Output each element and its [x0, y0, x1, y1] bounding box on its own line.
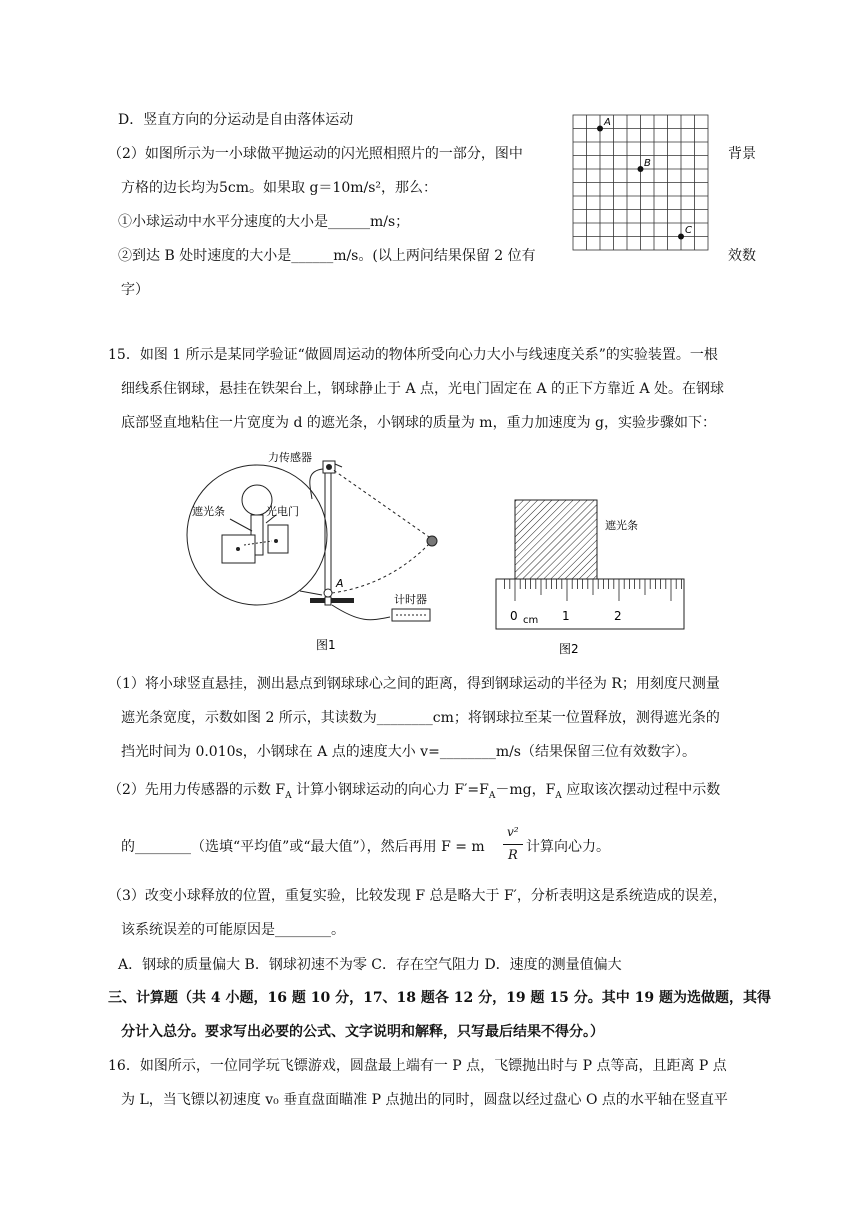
q14-part2-line3: ①小球运动中水平分速度的大小是______m/s；	[118, 214, 410, 230]
q14-part2-right2: 效数	[728, 248, 756, 264]
fig1-point-a-label: A	[336, 577, 344, 590]
fig1-caption: 图1	[316, 638, 336, 652]
q15-step2-line2b: 计算向心力。	[526, 839, 610, 855]
q15-step1-line1: （1）将小球竖直悬挂，测出悬点到钢球球心之间的距离，得到钢球运动的半径为 R；用刻度尺测量	[108, 676, 720, 692]
figure-2-ruler	[493, 495, 688, 660]
fraction-bar	[503, 844, 523, 845]
q14-option-d: D．竖直方向的分运动是自由落体运动	[118, 112, 354, 128]
q15-step2-line2a: 的________（选填“平均值”或“最大值”），然后再用 F = m	[121, 839, 485, 855]
q16-line2: 为 L，当飞镖以初速度 v₀ 垂直盘面瞄准 P 点抛出的同时，圆盘以经过盘心 O 点的水平轴在竖直平	[121, 1092, 728, 1108]
q15-fraction-numerator: v²	[507, 825, 519, 839]
fig2-tick-0: 0	[510, 609, 518, 623]
q14-part2-line4: ②到达 B 处时速度的大小是______m/s。(以上两问结果保留 2 位有	[118, 248, 536, 264]
fig2-tick-1: 1	[562, 609, 570, 623]
figure-1-apparatus	[180, 445, 470, 660]
q15-line3: 底部竖直地粘住一片宽度为 d 的遮光条，小钢球的质量为 m，重力加速度为 g，实验步骤如下：	[121, 415, 716, 431]
section-3-heading-line2: 分计入总分。要求写出必要的公式、文字说明和解释，只写最后结果不得分。）	[121, 1024, 604, 1040]
q15-fraction-denominator: R	[508, 848, 518, 863]
section-3-heading-line1: 三、计算题（共 4 小题，16 题 10 分，17、18 题各 12 分，19 题 15 分。其中 19 题为选做题，其得	[108, 990, 771, 1006]
q15-line2: 细线系住钢球，悬挂在铁架台上，钢球静止于 A 点，光电门固定在 A 的正下方靠近 A 处。在钢球	[121, 381, 725, 397]
q14-part2-line2: 方格的边长均为5cm。如果取 g＝10m/s²，那么：	[121, 180, 438, 196]
fig2-caption: 图2	[559, 642, 579, 656]
q15-step1-line3: 挡光时间为 0.010s，小钢球在 A 点的速度大小 v=________m/s（结果保留三位有效数字）。	[121, 744, 696, 760]
q14-part2-line5: 字）	[121, 282, 149, 298]
q15-step3-line2: 该系统误差的可能原因是________。	[121, 922, 345, 938]
fig1-sensor-label: 力传感器	[268, 451, 312, 464]
point-c-label: C	[685, 225, 692, 236]
point-b-label: B	[644, 158, 651, 169]
point-a-label: A	[604, 117, 611, 128]
fig1-gate-label: 光电门	[266, 505, 299, 518]
point-a-dot	[597, 126, 603, 132]
fig2-unit-label: cm	[523, 615, 539, 626]
flash-photo-grid	[572, 114, 714, 256]
fig1-strip-label: 遮光条	[192, 505, 225, 518]
q15-step2-line1: （2）先用力传感器的示数 $F_A$ 计算小钢球运动的向心力 $F'=F_A-mg$，$F_A$ 应取该次摆动过程中示数	[108, 782, 721, 801]
fig1-timer-label: 计时器	[394, 593, 427, 606]
q15-options: A．钢球的质量偏大 B．钢球初速不为零 C．存在空气阻力 D．速度的测量值偏大	[118, 957, 622, 973]
q15-line1: 15．如图 1 所示是某同学验证“做圆周运动的物体所受向心力大小与线速度关系”的实验装置。一根	[108, 347, 718, 363]
fig2-tick-2: 2	[614, 609, 622, 623]
q16-line1: 16．如图所示，一位同学玩飞镖游戏，圆盘最上端有一 P 点，飞镖抛出时与 P 点等高，且距离 P 点	[108, 1058, 727, 1074]
fig2-strip-label: 遮光条	[605, 519, 638, 532]
q15-step3-line1: （3）改变小球释放的位置，重复实验，比较发现 F 总是略大于 F′，分析表明这是系统造成的误差，	[108, 888, 727, 904]
point-b-dot	[638, 166, 644, 172]
point-c-dot	[678, 234, 684, 240]
q15-step1-line2: 遮光条宽度，示数如图 2 所示，其读数为________cm；将钢球拉至某一位置释放，测得遮光条的	[121, 710, 720, 726]
q14-part2-line1: （2）如图所示为一小球做平抛运动的闪光照相照片的一部分，图中	[108, 146, 523, 162]
q14-part2-right1: 背景	[728, 146, 756, 162]
